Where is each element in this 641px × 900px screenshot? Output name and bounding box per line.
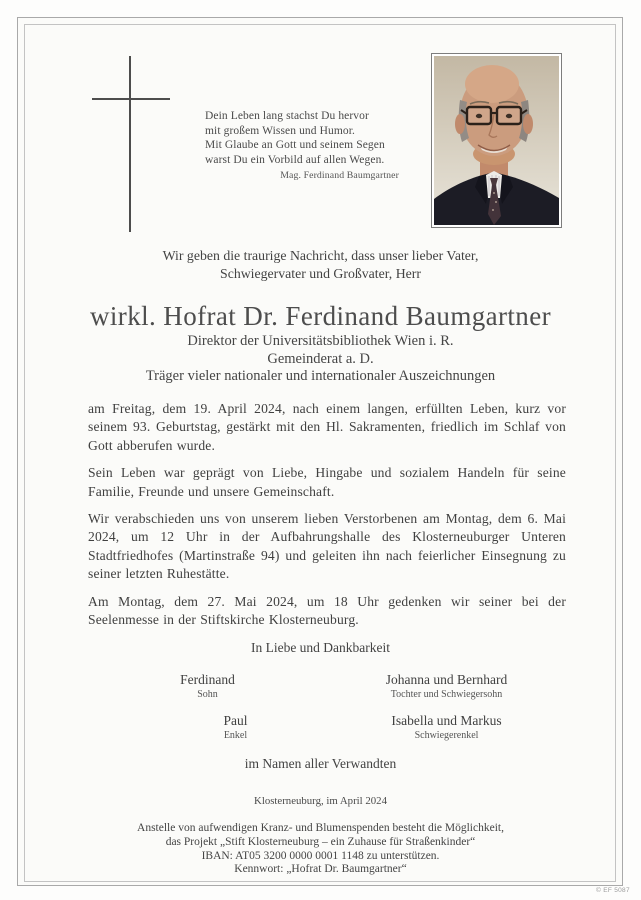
deceased-title: Gemeinderat a. D. bbox=[267, 350, 374, 367]
mourner-name: Paul bbox=[223, 713, 248, 728]
body-paragraph: Wir verabschieden uns von unserem lieben Verstorbenen am Montag, dem 6. Mai 2024, um 12 Uhr in der Aufbahrungshalle des Klosterneuburger Unteren Stadtfriedhofes (Martinstraße 94) und geleiten ihn nach feierlicher Einsegnung zu seiner letzten Ruhestätte. bbox=[88, 511, 566, 582]
donation-line: Anstelle von aufwendigen Kranz- und Blumenspenden besteht die Möglichkeit, bbox=[137, 822, 504, 834]
body-paragraph: Sein Leben war geprägt von Liebe, Hingabe und sozialem Handeln für seine Familie, Freunde und unsere Gemeinschaft. bbox=[88, 465, 566, 499]
mourner bbox=[116, 713, 355, 741]
quote-attribution: Mag. Ferdinand Baumgartner bbox=[280, 170, 399, 182]
mourner bbox=[327, 672, 566, 700]
deceased-name: wirkl. Hofrat Dr. Ferdinand Baumgartner bbox=[90, 301, 551, 331]
quote-line: warst Du ein Vorbild auf allen Wegen. bbox=[205, 153, 385, 166]
announcement-line: Wir geben die traurige Nachricht, dass unser lieber Vater, bbox=[162, 248, 479, 263]
body-paragraph: am Freitag, dem 19. April 2024, nach einem langen, erfüllten Leben, kurz vor seinem 93. Geburtstag, gestärkt mit den Hl. Sakramenten, friedlich im Schlaf von Gott abberufen wurde. bbox=[88, 401, 566, 453]
memorial-quote bbox=[205, 109, 405, 184]
quote-line: Dein Leben lang stachst Du hervor bbox=[205, 110, 369, 122]
gratitude-line: In Liebe und Dankbarkeit bbox=[250, 640, 391, 655]
mourner-relation: Enkel bbox=[223, 730, 248, 741]
deceased-title: Direktor der Universitätsbibliothek Wien i. R. bbox=[187, 333, 454, 349]
announcement-line: Schwiegervater und Großvater, Herr bbox=[220, 266, 421, 281]
in-name-of-line: im Namen aller Verwandten bbox=[244, 756, 397, 771]
quote-line: Mit Glaube an Gott und seinem Segen bbox=[205, 139, 385, 152]
announcement bbox=[25, 247, 616, 283]
mourner-name: Johanna und Bernhard bbox=[385, 672, 508, 687]
donation-note bbox=[25, 822, 616, 877]
deceased-title: Träger vieler nationaler und internationaler Auszeichnungen bbox=[145, 368, 496, 385]
mourner-name: Ferdinand bbox=[180, 672, 235, 687]
obituary-body bbox=[88, 400, 566, 638]
quote-line: mit großem Wissen und Humor. bbox=[205, 124, 356, 137]
body-paragraph: Am Montag, dem 27. Mai 2024, um 18 Uhr gedenken wir seiner bei der Seelenmesse in der Stiftskirche Klosterneuburg. bbox=[88, 593, 566, 628]
donation-line: IBAN: AT05 3200 0000 0001 1148 zu unterstützen. bbox=[201, 849, 440, 862]
mourner-relation: Sohn bbox=[197, 689, 218, 700]
mourner-relation: Schwiegerenkel bbox=[414, 730, 479, 741]
mourners-list bbox=[88, 672, 566, 741]
portrait-photo bbox=[431, 53, 562, 228]
donation-line: das Projekt „Stift Klosterneuburg – ein Zuhause für Straßenkinder“ bbox=[165, 835, 476, 848]
mourner-relation: Tochter und Schwiegersohn bbox=[390, 689, 503, 700]
printer-code: © EF 5087 bbox=[596, 887, 630, 894]
deceased-titles bbox=[25, 333, 616, 386]
mourner bbox=[88, 672, 327, 700]
mourner bbox=[327, 713, 566, 741]
donation-line: Kennwort: „Hofrat Dr. Baumgartner“ bbox=[234, 863, 407, 876]
place-date: Klosterneuburg, im April 2024 bbox=[254, 795, 387, 807]
mourner-name: Isabella und Markus bbox=[391, 713, 502, 728]
portrait-illustration bbox=[434, 56, 559, 225]
